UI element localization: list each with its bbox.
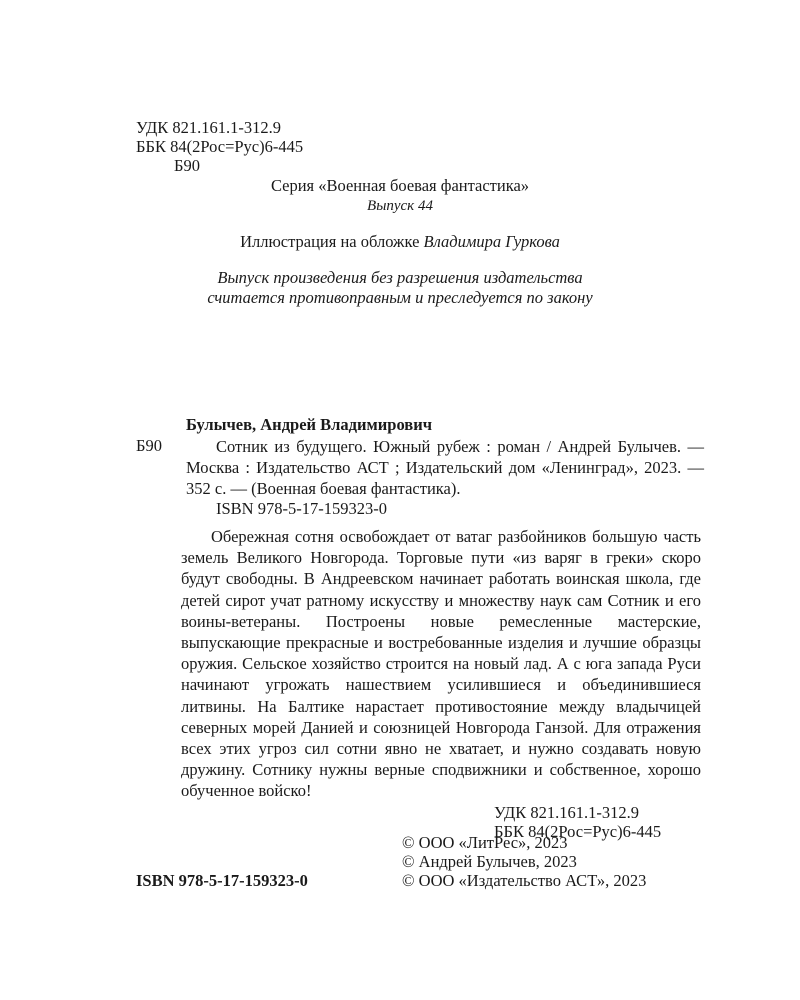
copyright-ast: © ООО «Издательство АСТ», 2023 bbox=[402, 871, 647, 890]
udk-code: УДК 821.161.1-312.9 bbox=[136, 118, 282, 137]
description-text: Сотник из будущего. Южный рубеж : роман / Андрей Булычев. — Москва : Издательство АСТ ; Издательский дом «Ленинград», 2023. — 352 с. — (Военная боевая фантастика). bbox=[186, 437, 704, 498]
illustration-artist: Владимира Гуркова bbox=[423, 232, 560, 251]
footer-isbn: ISBN 978-5-17-159323-0 bbox=[136, 871, 308, 890]
footer-bbk: ББК 84(2Рос=Рус)6-445 bbox=[494, 822, 662, 841]
copyright-warning-line-1: Выпуск произведения без разрешения издательства bbox=[217, 268, 583, 287]
bibliographic-description bbox=[186, 436, 704, 499]
illustration-prefix: Иллюстрация на обложке bbox=[240, 232, 420, 251]
copyright-author: © Андрей Булычев, 2023 bbox=[402, 852, 577, 871]
bbk-code: ББК 84(2Рос=Рус)6-445 bbox=[136, 137, 304, 156]
illustration-credit bbox=[0, 232, 800, 252]
series-line: Серия «Военная боевая фантастика» bbox=[270, 176, 530, 195]
footer-udk: УДК 821.161.1-312.9 bbox=[494, 803, 640, 822]
record-isbn: ISBN 978-5-17-159323-0 bbox=[216, 499, 387, 518]
copyright-warning-line-2: считается противоправным и преследуется по закону bbox=[207, 288, 593, 307]
author-mark: Б90 bbox=[174, 156, 200, 175]
copyright-litres: © ООО «ЛитРес», 2023 bbox=[402, 833, 568, 852]
author-heading: Булычев, Андрей Владимирович bbox=[186, 415, 433, 434]
series-issue: Выпуск 44 bbox=[367, 198, 433, 214]
record-author-mark: Б90 bbox=[136, 436, 162, 455]
annotation bbox=[181, 526, 701, 802]
annotation-text: Обережная сотня освобождает от ватаг разбойников большую часть земель Великого Новгорода. Торговые пути «из варяг в греки» скоро будут свободны. В Андреевском начинает работать воинская школа, где детей сирот учат ратному искусству и множеству наук сам Сотник и его воины-ветераны. Построены новые ремесленные мастерские, выпускающие прекрасные и востребованные изделия и лучшие образцы оружия. Сельское хозяйство строится на новый лад. А с юга запада Руси начинают угрожать нашествием усилившиеся и объединившиеся литвины. На Балтике нарастает противостояние между владычицей северных морей Данией и союзницей Новгорода Ганзой. Для отражения всех этих угроз сил сотни явно не хватает, и нужно создавать новую дружину. Сотнику нужны верные сподвижники и собственное, хорошо обученное войско! bbox=[181, 527, 701, 801]
